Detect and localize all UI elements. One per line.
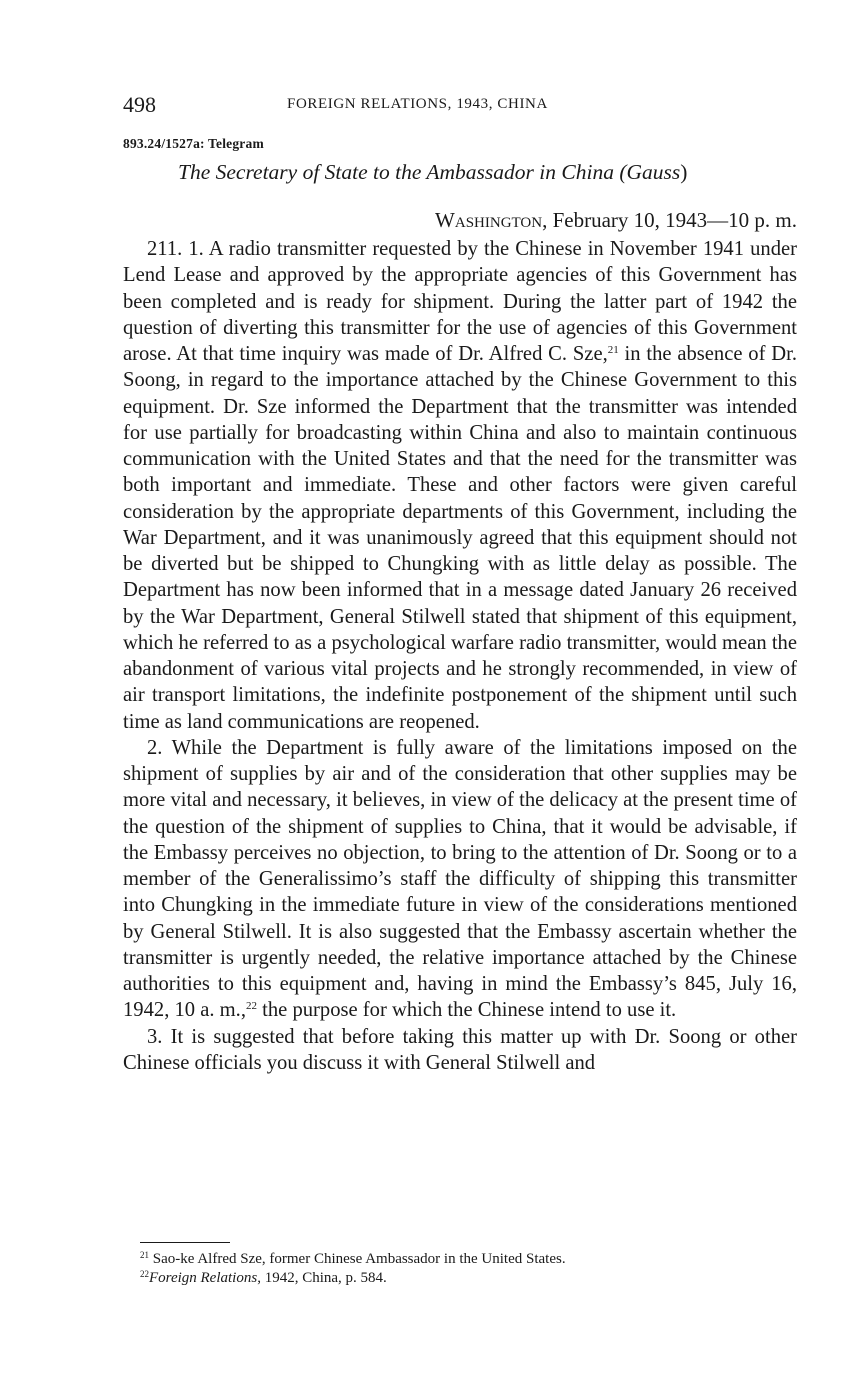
dateline xyxy=(435,208,797,233)
footnote-22-text: , 1942, China, p. 584. xyxy=(257,1270,387,1286)
paragraph-3: 3. It is suggested that before taking this matter up with Dr. Soong or other Chinese officials you discuss it with General Stilwell and xyxy=(123,1025,797,1074)
footnote-21 xyxy=(140,1250,800,1269)
running-title: FOREIGN RELATIONS, 1943, CHINA xyxy=(287,96,548,112)
paragraph-2-text-a: 2. While the Department is fully aware of the limitations imposed on the shipment of supplies by air and of the consideration that other supplies may be more vital and necessary, it believes, in view of the delicacy at the present time of the question of the shipment of supplies to China, that it would be advisable, if the Embassy perceives no objection, to bring to the attention of Dr. Soong or to a member of the Generalissimo’s staff the difficulty of shipping this transmitter into Chungking in the immediate future in view of the considerations mentioned by General Stilwell. It is also suggested that the Embassy ascertain whether the transmitter is urgently needed, the relative importance attached by the Chinese authorities to this equipment and, having in mind the Embassy’s 845, July 16, 1942, 10 a. m., xyxy=(123,736,798,1022)
telegram-body xyxy=(123,236,797,1076)
title-close: ) xyxy=(680,160,688,184)
paragraph-2-text-b: the purpose for which the Chinese intend to use it. xyxy=(256,999,677,1022)
title-main: The Secretary of State to the Ambassador in China ( xyxy=(178,160,627,184)
footnotes xyxy=(140,1250,800,1288)
paragraph-1 xyxy=(123,236,797,735)
footnote-22 xyxy=(140,1269,800,1288)
dateline-place: Washington xyxy=(435,208,543,232)
title-name: Gauss xyxy=(626,160,681,184)
footnote-mark-22: 22 xyxy=(140,1269,149,1279)
document-title xyxy=(178,160,687,185)
footnote-ref-21: 21 xyxy=(607,344,619,356)
file-number: 893.24/1527a: Telegram xyxy=(123,136,264,151)
footnote-divider xyxy=(140,1242,230,1243)
paragraph-2 xyxy=(123,735,797,1024)
page-number: 498 xyxy=(123,92,156,117)
paragraph-1-text-b: in the absence of Dr. Soong, in regard to the importance attached by the Chinese Government to this equipment. Dr. Sze informed the Department that the transmitter was intended for use partially for broadcasting within China and also to maintain continuous communication with the United States and that the need for the transmitter was both important and immediate. These and other factors were given careful consideration by the appropriate departments of this Government, including the War Department, and it was unanimously agreed that this equipment should not be diverted but be shipped to Chungking with as little delay as possible. The Department has now been informed that in a message dated January 26 received by the War Department, General Stilwell stated that shipment of this equipment, which he referred to as a psychological warfare radio transmitter, would mean the abandonment of various vital projects and he strongly recommended, in view of air transport limitations, the indefinite postponement of the shipment until such time as land communications are reopened. xyxy=(123,343,797,733)
footnote-ref-22: 22 xyxy=(245,1000,257,1013)
footnote-21-text: Sao-ke Alfred Sze, former Chinese Ambassador in the United States. xyxy=(149,1251,566,1267)
footnote-mark-21: 21 xyxy=(140,1250,149,1260)
running-head xyxy=(123,92,797,122)
footnote-22-title: Foreign Relations xyxy=(149,1270,258,1286)
dateline-date: , February 10, 1943—10 p. m. xyxy=(542,208,797,232)
paragraph-1-text-a: 211. 1. A radio transmitter requested by the Chinese in November 1941 under Lend Lease and approved by the appropriate agencies of this Government has been completed and is ready for shipment. During the latter part of 1942 the question of diverting this transmitter for the use of agencies of this Government arose. At that time inquiry was made of Dr. Alfred C. Sze, xyxy=(123,238,797,365)
